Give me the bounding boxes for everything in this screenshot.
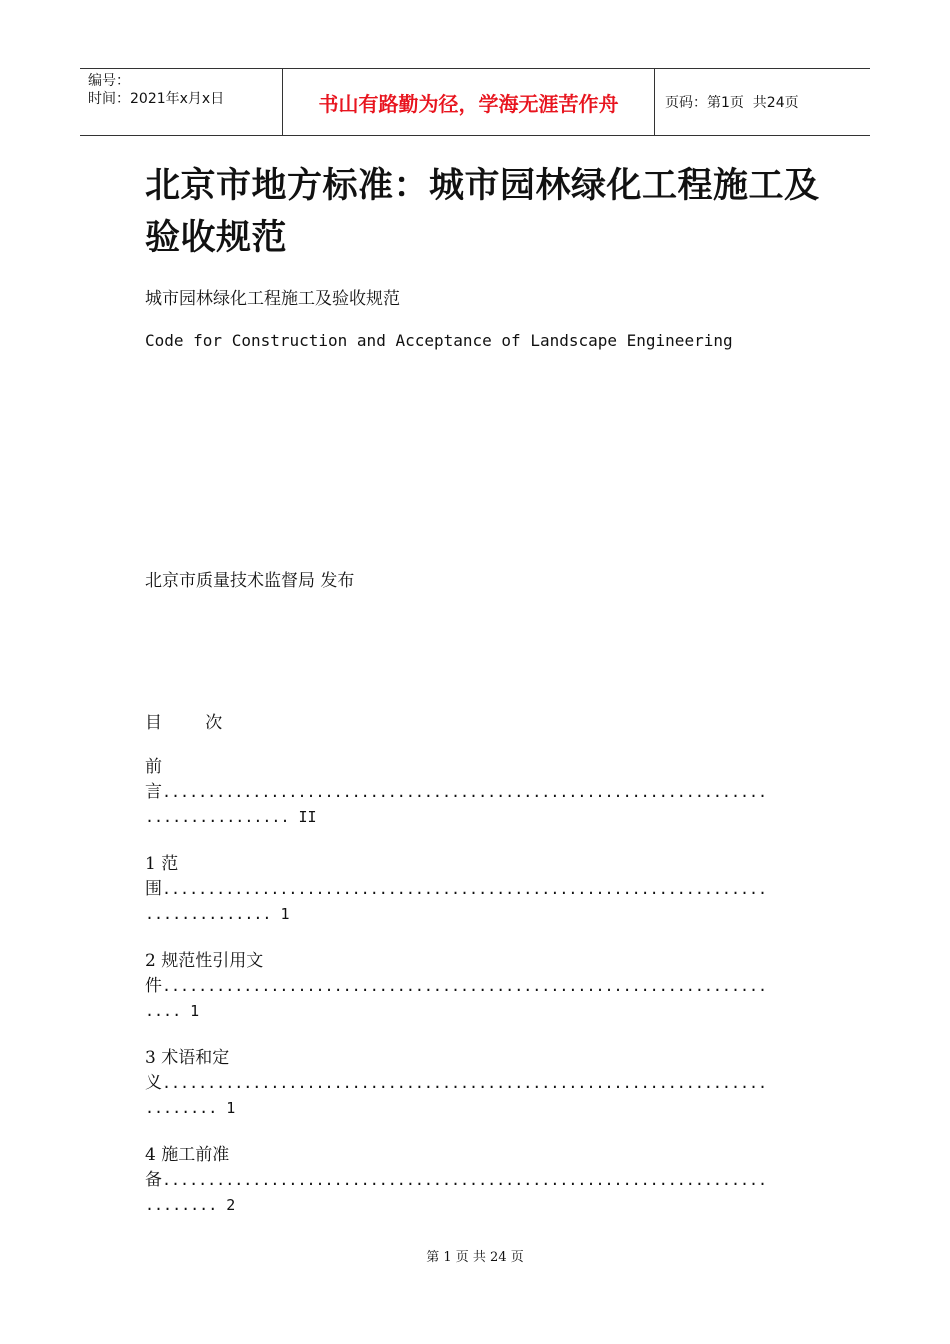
toc-item-line2	[145, 780, 825, 805]
toc-item-dots: ...................................................................	[162, 1074, 768, 1092]
toc-item-label: 前	[145, 757, 162, 777]
toc-item-page: ................ II	[145, 808, 317, 826]
toc-item-prefix: 备	[145, 1170, 162, 1190]
toc-item-line2	[145, 877, 825, 902]
toc-item[interactable]	[145, 852, 825, 927]
toc-item-dots: ...................................................................	[162, 880, 768, 898]
toc-item-page: ........ 1	[145, 1099, 236, 1117]
date-label: 时间：2021年x月x日	[88, 91, 225, 107]
toc-heading: 目 次	[145, 713, 223, 733]
header-motto: 书山有路勤为径，学海无涯苦作舟	[282, 69, 655, 135]
toc-item-page: ........ 2	[145, 1196, 236, 1214]
toc-item-line2	[145, 1071, 825, 1096]
toc-item-dots: ...................................................................	[162, 977, 768, 995]
header-page-info	[655, 69, 870, 135]
toc-item[interactable]	[145, 755, 825, 830]
toc-item-line2	[145, 1168, 825, 1193]
toc-item-label: 1 范	[145, 854, 179, 874]
toc-item-label: 3 术语和定	[145, 1048, 230, 1068]
toc-item-prefix: 言	[145, 782, 162, 802]
toc-item-label: 4 施工前准	[145, 1145, 230, 1165]
toc-item-page: .... 1	[145, 1002, 200, 1020]
toc-item[interactable]	[145, 1046, 825, 1121]
toc-item-line2	[145, 974, 825, 999]
subtitle-english: Code for Construction and Acceptance of Landscape Engineering	[145, 331, 733, 350]
subtitle-chinese: 城市园林绿化工程施工及验收规范	[145, 289, 400, 309]
toc-item-dots: ...................................................................	[162, 783, 768, 801]
toc-item-label: 2 规范性引用文	[145, 951, 264, 971]
header-meta	[80, 69, 282, 135]
publisher: 北京市质量技术监督局 发布	[145, 571, 355, 591]
toc-item-page: .............. 1	[145, 905, 290, 923]
toc-item-prefix: 围	[145, 879, 162, 899]
page-footer: 第 1 页 共 24 页	[426, 1250, 524, 1265]
number-label: 编号：	[88, 73, 130, 89]
toc-item[interactable]	[145, 1143, 825, 1218]
document-header	[80, 68, 870, 136]
toc-item-prefix: 件	[145, 976, 162, 996]
document-title: 北京市地方标准：城市园林绿化工程施工及验收规范	[145, 166, 820, 258]
toc-item-dots: ...................................................................	[162, 1171, 768, 1189]
toc-item[interactable]	[145, 949, 825, 1024]
toc-item-prefix: 义	[145, 1073, 162, 1093]
page-label: 页码：第1页 共24页	[665, 95, 799, 111]
